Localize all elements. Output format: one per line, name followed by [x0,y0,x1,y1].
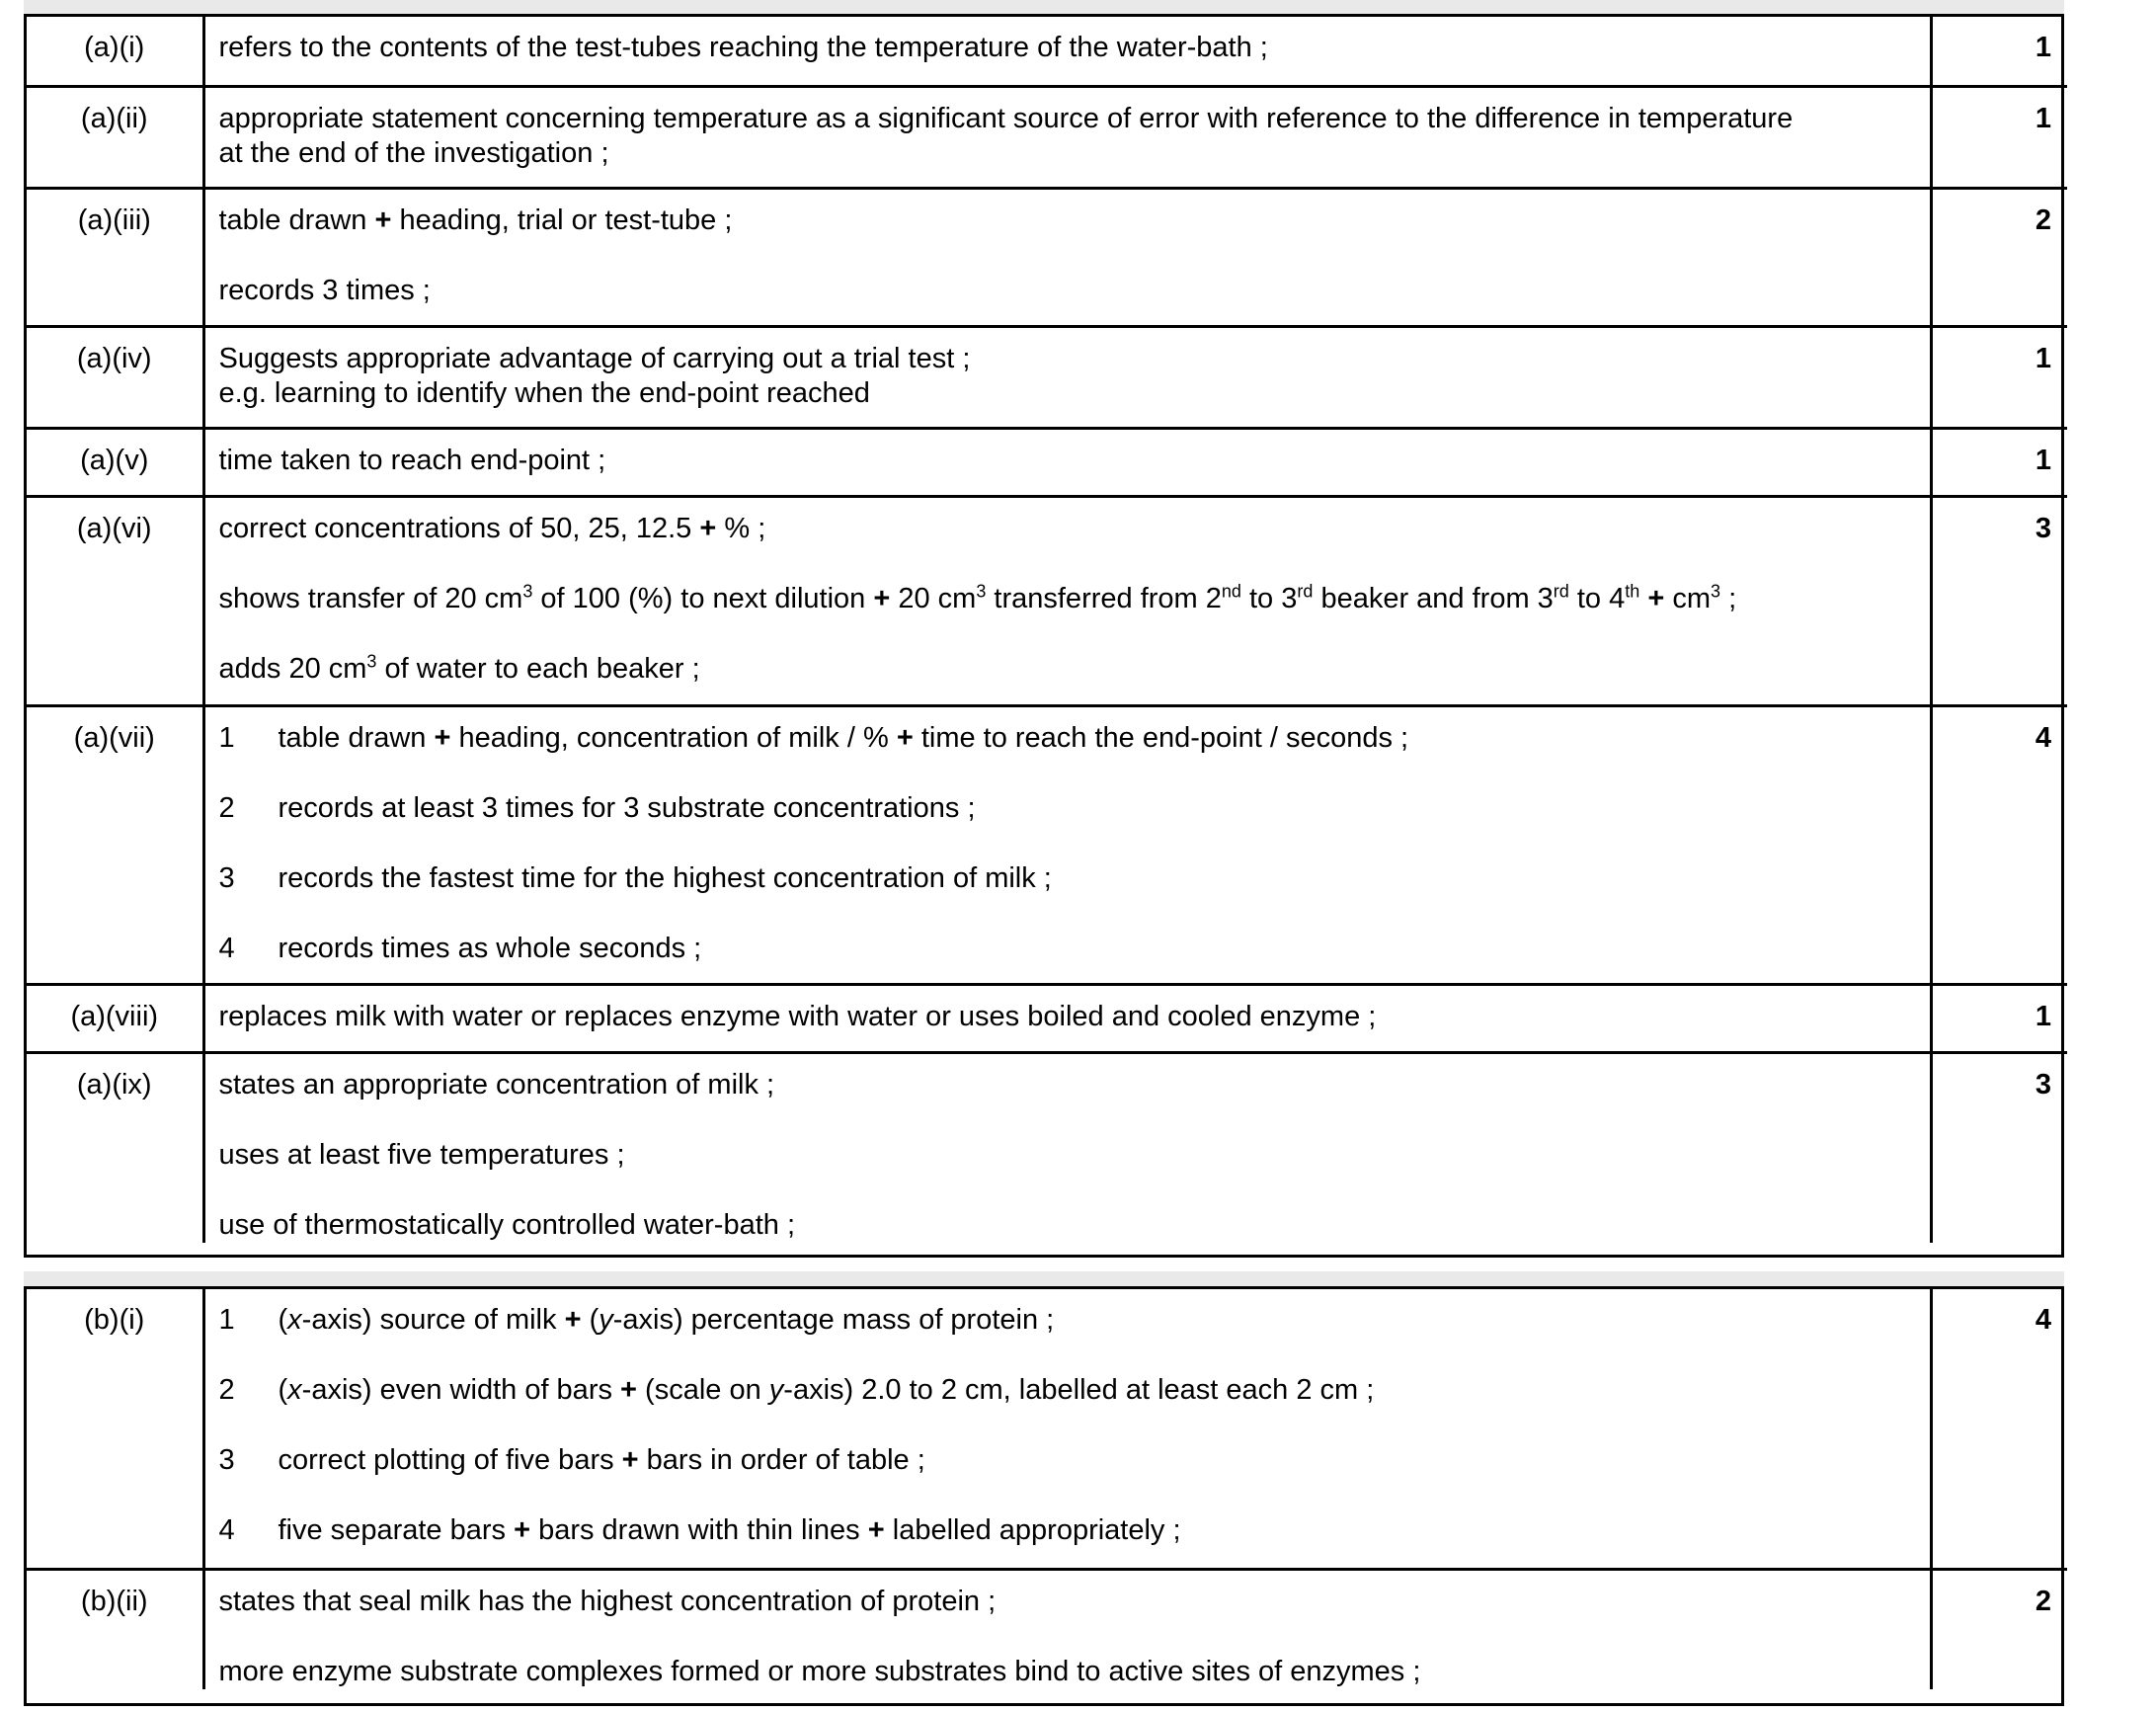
answer-text-part: of 100 (%) to next dilution [540,582,866,614]
answer-text-part: to 4 [1576,582,1626,614]
plus-sign: + [564,1304,582,1336]
answer-text [219,582,1916,616]
answer-text-part: ( [278,1304,288,1336]
answer-text-part: transferred from 2 [994,582,1222,614]
answer-text [219,652,1916,687]
list-item [219,791,1916,826]
answer-text: use of thermostatically controlled water-bath ; [218,1208,795,1241]
answer-text [279,1303,1055,1338]
item-number: 4 [218,1514,235,1546]
question-number: (a)(iv) [27,326,203,428]
answer-text [219,204,1916,238]
plus-sign: + [621,1444,639,1476]
answer-cell [203,705,1931,984]
item-number: 2 [218,791,235,824]
table-row [27,86,2067,188]
plus-sign: + [699,512,717,544]
answer-cell [203,428,1931,496]
answer-text: appropriate statement concerning temperature as a significant source of error with reference to the difference in temperature [218,102,1794,134]
question-number: (a)(vii) [27,705,203,984]
question-number: (a)(i) [27,17,203,86]
axis-variable: x [287,1374,302,1406]
answer-text: replaces milk with water or replaces enzyme with water or uses boiled and cooled enzyme ; [218,1000,1377,1032]
superscript: rd [1297,580,1314,601]
answer-text-part: table drawn [278,721,427,754]
list-item [219,1303,1916,1338]
mark-scheme-table-part-b [24,1286,2064,1706]
list-item [219,932,1916,966]
table-row [27,705,2067,984]
superscript: rd [1553,580,1569,601]
answer-text [279,1373,1375,1408]
answer-text-part: time to reach the end-point / seconds ; [920,721,1409,754]
answer-cell [203,1289,1931,1569]
question-number: (a)(iii) [27,188,203,326]
marks-value: 3 [1931,1052,2067,1243]
answer-text-part: -axis) even width of bars [301,1374,612,1406]
page-break-band [24,1271,2064,1286]
answer-text-part: heading, trial or test-tube ; [399,204,733,236]
answer-text-part: to 3 [1248,582,1298,614]
answer-text-part: shows transfer of 20 cm [218,582,523,614]
plus-sign: + [896,721,914,754]
answer-text-part: beaker and from 3 [1320,582,1554,614]
plus-sign: + [514,1514,531,1546]
item-number: 1 [218,1304,235,1336]
answer-text-part: five separate bars [278,1514,507,1546]
question-number: (a)(v) [27,428,203,496]
marks-value: 1 [1931,326,2067,428]
answer-text-part: ( [278,1374,288,1406]
answer-cell [203,17,1931,86]
plus-sign: + [1647,582,1665,614]
answer-cell [203,1569,1931,1689]
answer-text: states an appropriate concentration of milk ; [218,1068,775,1101]
marks-value: 1 [1931,17,2067,86]
answer-text-part: of water to each beaker ; [384,652,700,685]
answer-text: records at least 3 times for 3 substrate concentrations ; [278,791,976,824]
answer-cell [203,1052,1931,1243]
superscript: 3 [366,650,377,671]
table-row [27,326,2067,428]
answer-text: records the fastest time for the highest concentration of milk ; [278,861,1052,894]
answer-text-part: labelled appropriately ; [892,1514,1181,1546]
table-row [27,188,2067,326]
mark-scheme-table-part-a [24,14,2064,1258]
answer-text-part: ; [1728,582,1737,614]
axis-variable: y [599,1304,613,1336]
answer-text: time taken to reach end-point ; [218,444,606,476]
marks-value: 2 [1931,188,2067,326]
answer-text-part: heading, concentration of milk / % [458,721,889,754]
plus-sign: + [867,1514,885,1546]
answer-text-part: correct plotting of five bars [278,1444,614,1476]
answer-text-part: 20 cm [898,582,977,614]
answer-cell [203,984,1931,1052]
answer-cell [203,188,1931,326]
answer-text-part: -axis) source of milk [301,1304,557,1336]
marks-value: 3 [1931,496,2067,705]
answer-text-part: -axis) percentage mass of protein ; [612,1304,1055,1336]
question-number: (b)(i) [27,1289,203,1569]
list-item [219,1513,1916,1548]
item-number: 4 [218,932,235,964]
table-row [27,984,2067,1052]
answer-cell [203,496,1931,705]
item-number: 1 [218,721,235,754]
answer-cell [203,86,1931,188]
item-number: 3 [218,1444,235,1476]
table-row [27,1052,2067,1243]
question-number: (a)(ix) [27,1052,203,1243]
superscript: 3 [976,580,987,601]
axis-variable: x [287,1304,302,1336]
table-row [27,496,2067,705]
list-item [219,861,1916,896]
marks-value: 1 [1931,428,2067,496]
answer-text-part: adds 20 cm [218,652,367,685]
question-number: (b)(ii) [27,1569,203,1689]
superscript: 3 [1711,580,1721,601]
answer-text: refers to the contents of the test-tubes reaching the temperature of the water-bath ; [218,32,1268,63]
answer-text-part: correct concentrations of 50, 25, 12.5 [218,512,692,544]
marks-value: 2 [1931,1569,2067,1689]
list-item [219,721,1916,756]
answer-text: records 3 times ; [218,274,431,306]
answer-text-part: ( [589,1304,599,1336]
table-row [27,1569,2067,1689]
superscript: 3 [522,580,533,601]
answer-text: uses at least five temperatures ; [218,1138,625,1171]
answer-text-part: -axis) 2.0 to 2 cm, labelled at least each 2 cm ; [783,1374,1375,1406]
table-row [27,428,2067,496]
mark-scheme-table [27,1289,2067,1689]
table-row [27,1289,2067,1569]
answer-text-part: table drawn [218,204,367,236]
item-number: 2 [218,1374,235,1406]
answer-text-part: bars in order of table ; [646,1444,925,1476]
answer-text: states that seal milk has the highest concentration of protein ; [218,1585,997,1617]
question-number: (a)(vi) [27,496,203,705]
axis-variable: y [768,1374,784,1406]
answer-text: records times as whole seconds ; [278,932,702,964]
answer-text [279,1443,925,1478]
list-item [219,1443,1916,1478]
answer-text-part: (scale on [645,1374,769,1406]
answer-text: more enzyme substrate complexes formed or more substrates bind to active sites of enzymes ; [218,1655,1421,1687]
plus-sign: + [374,204,392,236]
marks-value: 4 [1931,1289,2067,1569]
list-item [219,1373,1916,1408]
answer-text [279,1513,1181,1548]
marks-value: 1 [1931,86,2067,188]
plus-sign: + [620,1374,637,1406]
question-number: (a)(viii) [27,984,203,1052]
answer-text: Suggests appropriate advantage of carrying out a trial test ; [218,342,971,374]
question-number: (a)(ii) [27,86,203,188]
marks-value: 4 [1931,705,2067,984]
plus-sign: + [434,721,451,754]
answer-text: at the end of the investigation ; [218,136,609,169]
superscript: th [1625,580,1640,601]
answer-text [279,721,1409,756]
answer-text-part: bars drawn with thin lines [538,1514,860,1546]
item-number: 3 [218,861,235,894]
superscript: nd [1221,580,1241,601]
answer-text [219,512,1916,546]
answer-cell [203,326,1931,428]
answer-text-part: cm [1672,582,1711,614]
answer-text-part: % ; [724,512,766,544]
plus-sign: + [873,582,891,614]
marks-value: 1 [1931,984,2067,1052]
answer-text: e.g. learning to identify when the end-point reached [218,376,870,409]
page-top-band [24,0,2064,14]
mark-scheme-table [27,17,2067,1243]
table-row [27,17,2067,86]
